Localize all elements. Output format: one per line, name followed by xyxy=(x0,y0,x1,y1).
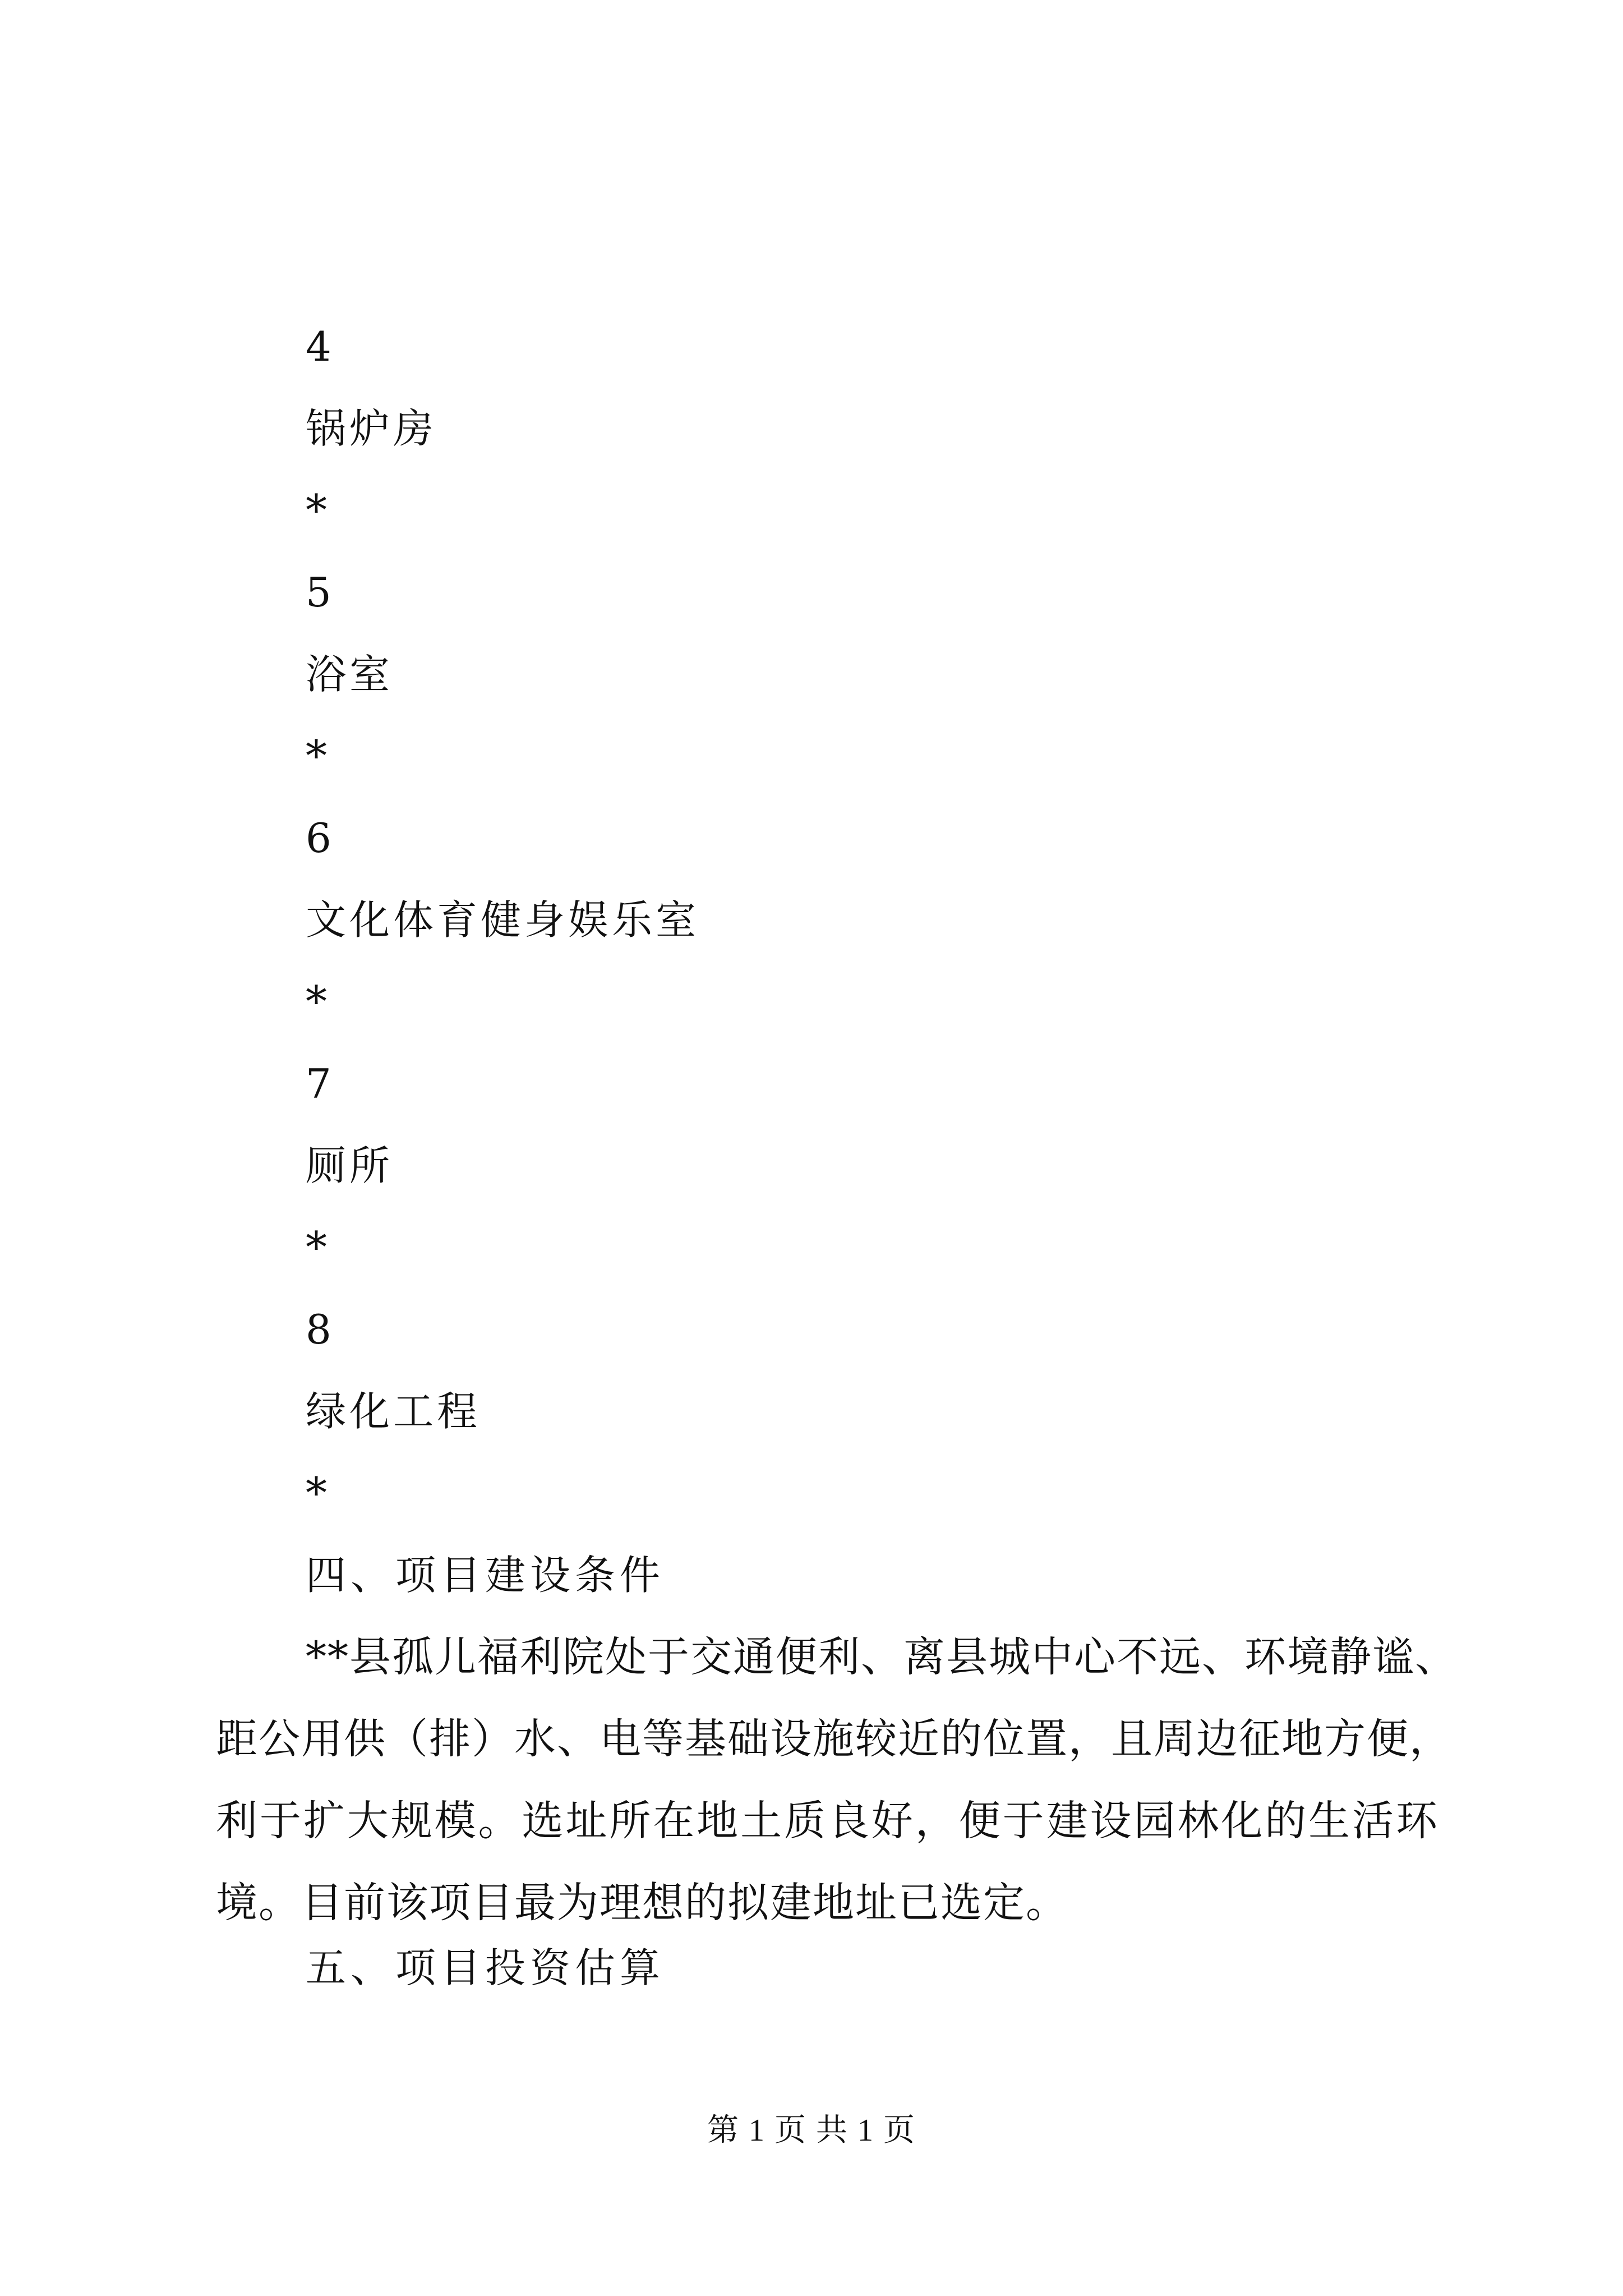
list-item-name: 厕所 xyxy=(306,1142,394,1189)
list-item-mark: * xyxy=(306,977,327,1027)
list-item-mark: * xyxy=(306,485,327,535)
list-item-number: 8 xyxy=(306,1306,335,1353)
list-item-name: 锅炉房 xyxy=(306,405,437,452)
list-item-number: 5 xyxy=(306,569,335,616)
list-item-mark: * xyxy=(306,1222,327,1272)
paragraph-line: 距公用供（排）水、电等基础设施较近的位置，且周边征地方便， xyxy=(216,1715,1452,1763)
list-item-number: 6 xyxy=(306,815,335,862)
list-item-mark: * xyxy=(306,731,327,781)
section-paragraph-conditions xyxy=(216,1616,1458,1944)
list-item-name: 绿化工程 xyxy=(306,1388,481,1435)
paragraph-line: 利于扩大规模。选址所在地土质良好，便于建设园林化的生活环 xyxy=(216,1797,1438,1845)
paragraph-line: **县孤儿福利院处于交通便利、离县城中心不远、环境静谧、 xyxy=(306,1633,1458,1681)
list-item-mark: * xyxy=(306,1468,327,1518)
paragraph-line: 境。目前该项目最为理想的拟建地址已选定。 xyxy=(216,1879,1068,1927)
list-item-name: 文化体育健身娱乐室 xyxy=(306,896,700,944)
list-item-number: 4 xyxy=(306,323,335,370)
list-item-name: 浴室 xyxy=(306,651,394,698)
section-heading-investment: 五、项目投资估算 xyxy=(306,1944,665,1991)
facility-list xyxy=(306,306,1427,1534)
list-item-number: 7 xyxy=(306,1060,335,1107)
section-heading-conditions: 四、项目建设条件 xyxy=(306,1552,665,1599)
page-footer: 第 1 页 共 1 页 xyxy=(707,2113,916,2148)
